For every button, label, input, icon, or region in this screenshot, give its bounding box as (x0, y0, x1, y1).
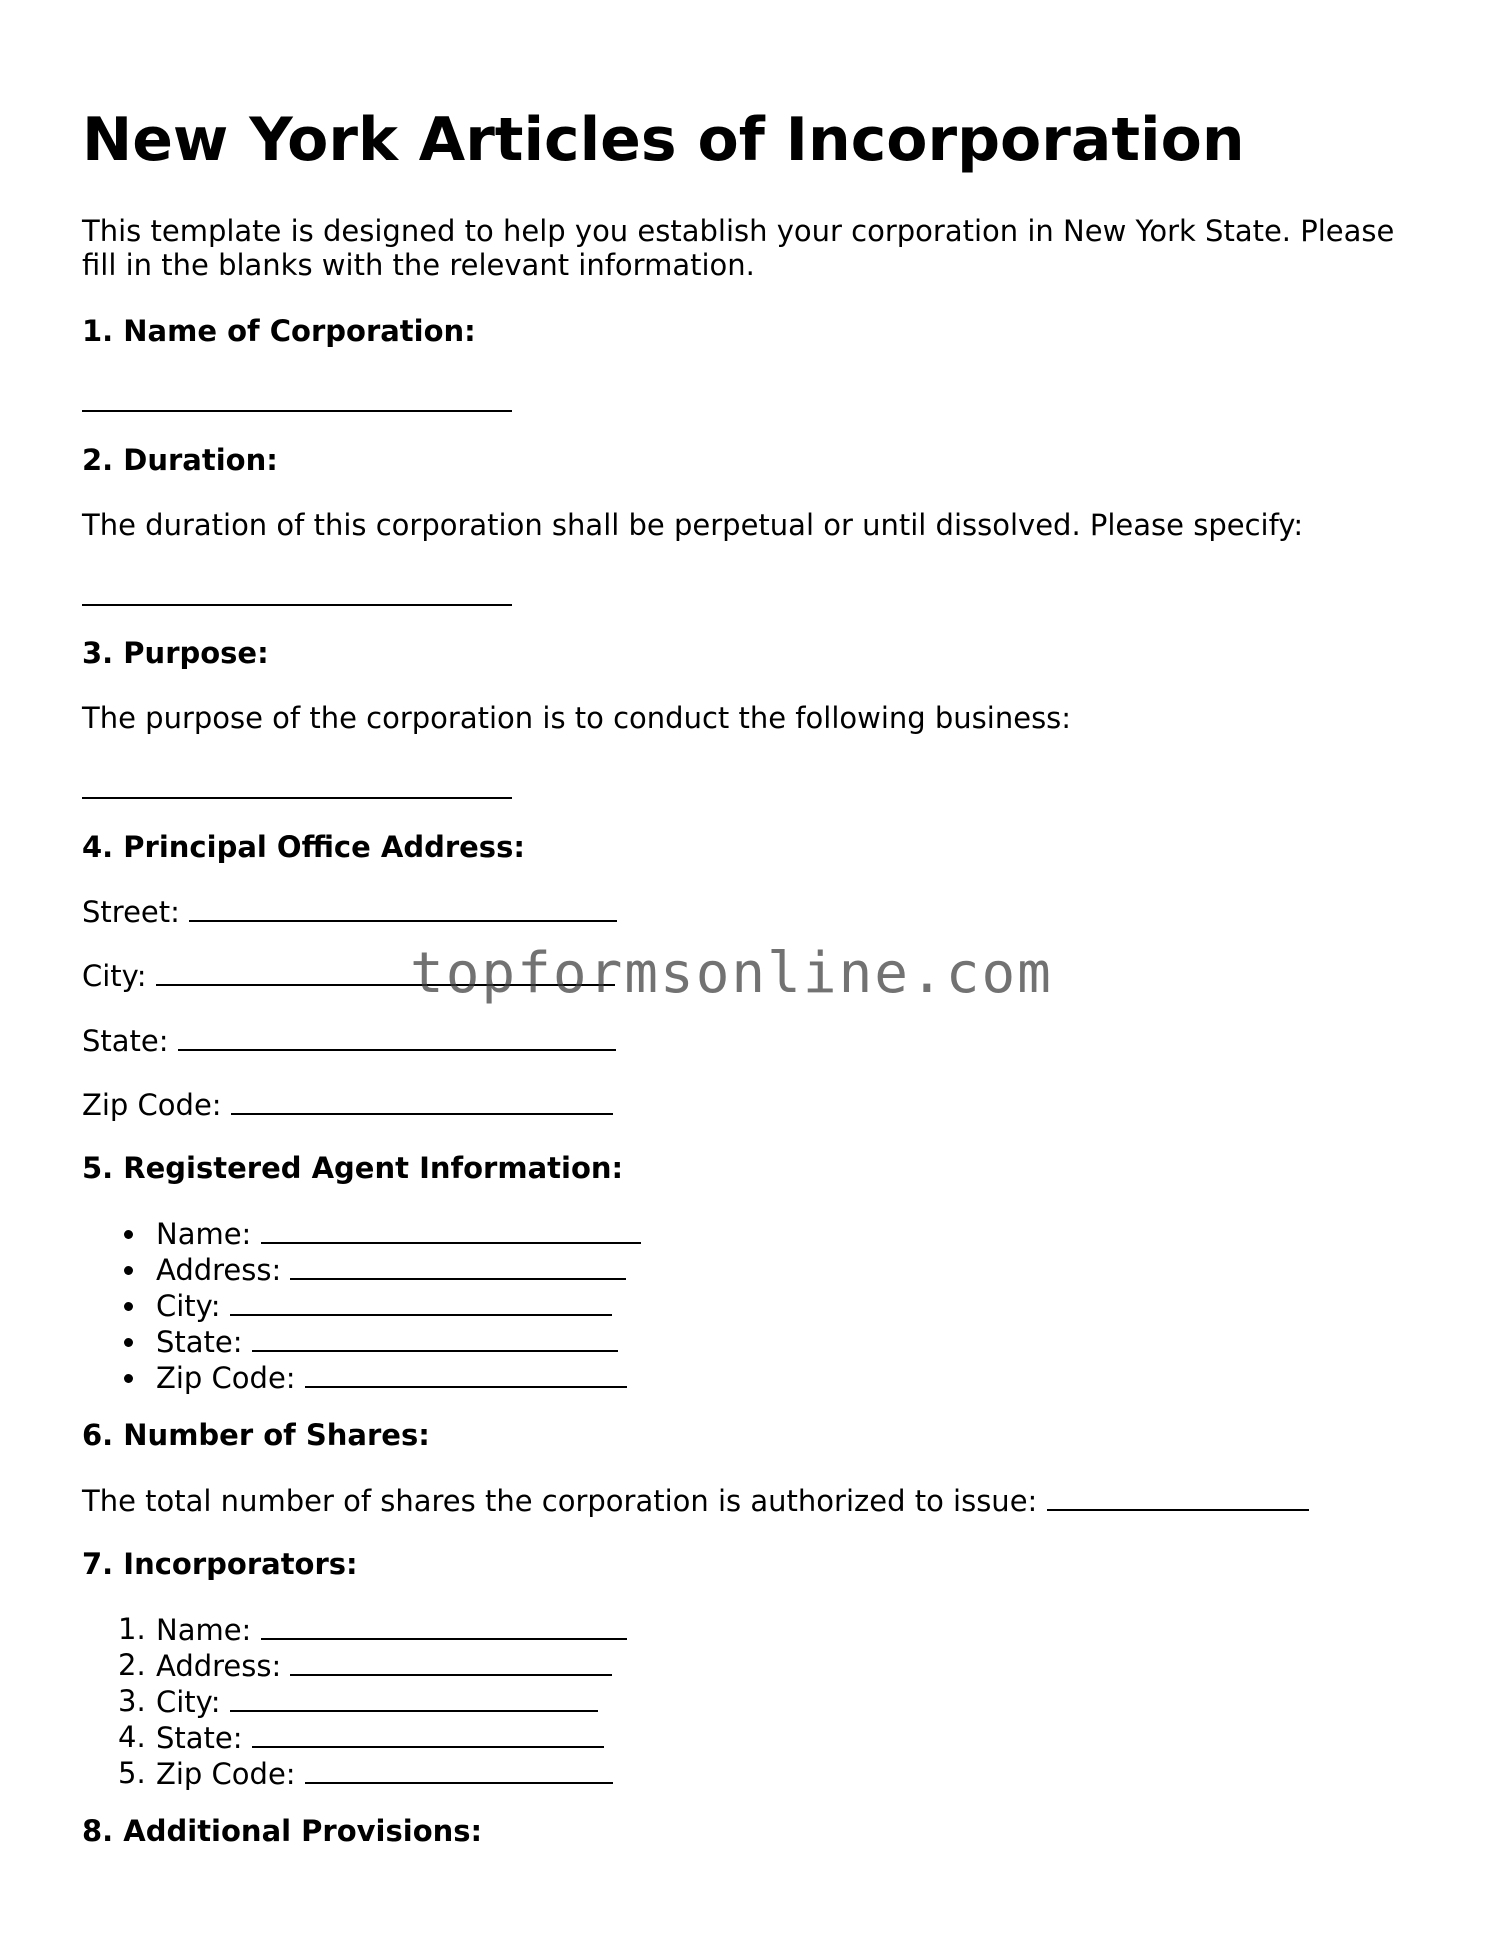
section-8-heading: 8. Additional Provisions: (82, 1814, 483, 1848)
list-number: 1. (118, 1612, 146, 1646)
agent-name-blank[interactable] (261, 1216, 641, 1244)
page-title: New York Articles of Incorporation (82, 105, 1245, 175)
bullet-icon (124, 1374, 133, 1383)
list-number: 3. (118, 1684, 146, 1718)
registered-agent-list (82, 1216, 641, 1396)
section-2-heading: 2. Duration: (82, 443, 278, 477)
section-6-heading: 6. Number of Shares: (82, 1418, 430, 1452)
zip-label: Zip Code: (82, 1088, 222, 1122)
street-label: Street: (82, 895, 180, 929)
list-item: 3. City: (82, 1684, 627, 1720)
incorporator-address-blank[interactable] (290, 1648, 612, 1676)
city-blank[interactable] (156, 958, 615, 986)
list-item: 2. Address: (82, 1648, 627, 1684)
list-item: City: (82, 1288, 641, 1324)
street-blank[interactable] (189, 894, 617, 922)
section-5-heading: 5. Registered Agent Information: (82, 1151, 624, 1185)
state-blank[interactable] (178, 1023, 616, 1051)
agent-zip-blank[interactable] (305, 1360, 627, 1388)
section-7-heading: 7. Incorporators: (82, 1547, 358, 1581)
city-label: City: (82, 959, 147, 993)
bullet-icon (124, 1338, 133, 1347)
city-field (82, 958, 615, 993)
incorporator-state-blank[interactable] (252, 1720, 604, 1748)
section-4-heading: 4. Principal Office Address: (82, 830, 525, 864)
list-number: 4. (118, 1720, 146, 1754)
bullet-icon (124, 1266, 133, 1275)
state-label: State: (82, 1024, 169, 1058)
agent-address-blank[interactable] (290, 1252, 626, 1280)
incorporator-city-blank[interactable] (230, 1684, 598, 1712)
watermark-text: topformsonline.com (410, 941, 1053, 1006)
list-item: Name: (82, 1216, 641, 1252)
shares-blank[interactable] (1047, 1483, 1309, 1511)
agent-city-blank[interactable] (230, 1288, 612, 1316)
state-field (82, 1023, 616, 1058)
incorporator-zip-blank[interactable] (305, 1756, 613, 1784)
list-item: 4. State: (82, 1720, 627, 1756)
agent-state-blank[interactable] (252, 1324, 618, 1352)
bullet-icon (124, 1302, 133, 1311)
purpose-blank[interactable] (82, 797, 512, 799)
intro-paragraph: This template is designed to help you establish your corporation in New York State. Please fill in the blanks with the relevant information. (82, 214, 1395, 282)
corporation-name-blank[interactable] (82, 410, 512, 412)
purpose-text: The purpose of the corporation is to conduct the following business: (82, 701, 1072, 735)
shares-text: The total number of shares the corporation is authorized to issue: (82, 1484, 1038, 1518)
list-item: State: (82, 1324, 641, 1360)
zip-field (82, 1087, 613, 1122)
list-item: Zip Code: (82, 1360, 641, 1396)
list-number: 5. (118, 1756, 146, 1790)
street-field (82, 894, 617, 929)
bullet-icon (124, 1230, 133, 1239)
incorporators-list (82, 1612, 627, 1792)
duration-blank[interactable] (82, 604, 512, 606)
duration-text: The duration of this corporation shall be perpetual or until dissolved. Please specify: (82, 508, 1304, 542)
zip-blank[interactable] (231, 1087, 613, 1115)
list-number: 2. (118, 1648, 146, 1682)
list-item: 1. Name: (82, 1612, 627, 1648)
shares-field (82, 1483, 1309, 1518)
section-3-heading: 3. Purpose: (82, 636, 269, 670)
list-item: 5. Zip Code: (82, 1756, 627, 1792)
section-1-heading: 1. Name of Corporation: (82, 314, 476, 348)
incorporator-name-blank[interactable] (261, 1612, 627, 1640)
list-item: Address: (82, 1252, 641, 1288)
